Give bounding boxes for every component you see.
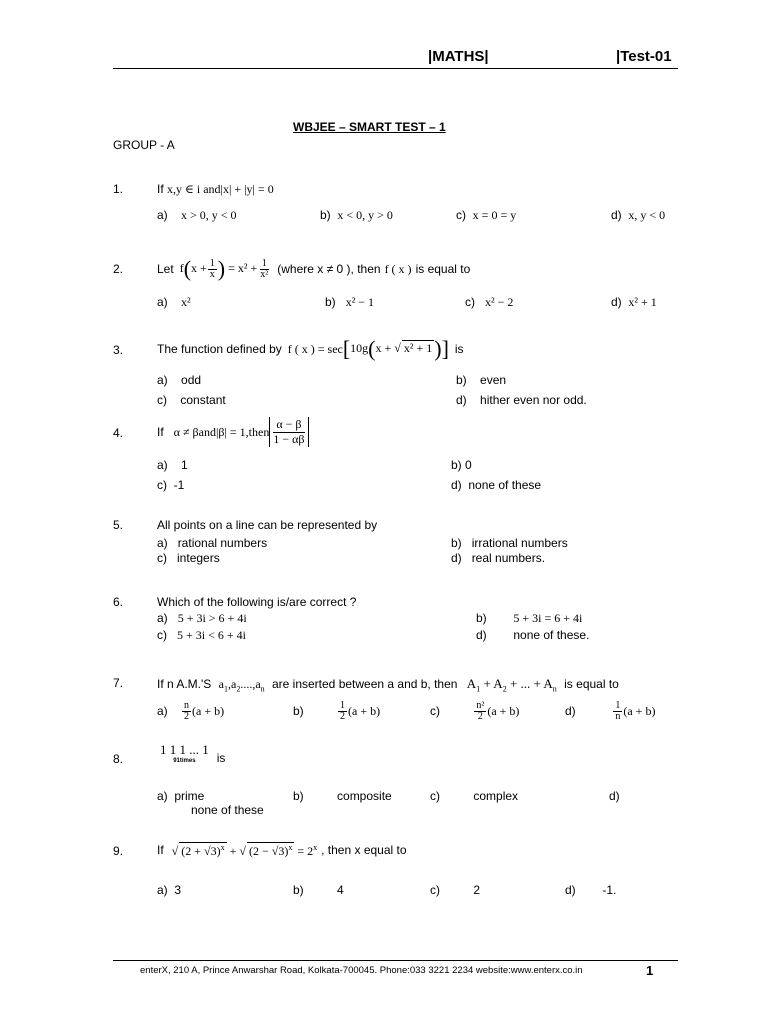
- q8-option-a-text: prime: [174, 789, 205, 803]
- q6-option-d-label: d): [476, 628, 487, 642]
- q7-stem-prefix: If n A.M.'S: [157, 677, 212, 691]
- q8-option-a: [157, 789, 204, 803]
- q1-option-b-text: x < 0, y > 0: [337, 208, 393, 222]
- q7-option-d: [565, 696, 655, 726]
- q2-frac-1-x: $\frac{1}{x}$: [209, 257, 215, 280]
- q7-option-a-text: (a + b): [192, 703, 225, 718]
- q1-option-a-text: x > 0, y < 0: [181, 208, 237, 222]
- q2-frac-1-x2: $\frac{1}{\text{x²}}$: [260, 257, 269, 280]
- q7-frac-n-2: $\frac{n}{2}$: [184, 699, 190, 722]
- q8-option-c-label: c): [430, 789, 440, 803]
- q3-stem-math: f ( x ) = sec: [287, 341, 343, 356]
- q7-option-a-label: a): [157, 704, 168, 718]
- q2-function-expression: f(x + $\frac{1}{x}$ ) = x² + $\frac{1}{\text{x²}}$: [179, 256, 269, 281]
- q4-option-b-text: 0: [465, 458, 472, 472]
- q4-option-a-label: a): [157, 458, 168, 472]
- q6-option-a: [157, 611, 247, 626]
- q5-option-a-text: rational numbers: [177, 536, 268, 550]
- q4-stem-prefix: If: [157, 425, 164, 439]
- q7-stem-mid: are inserted between a and b, then: [271, 677, 458, 691]
- q9-option-c-text: 2: [473, 883, 481, 897]
- q2-option-a-label: a): [157, 295, 168, 309]
- q6-number: 6.: [113, 595, 124, 609]
- q1-stem: [157, 182, 274, 197]
- q2-stem-math: f ( x ): [384, 261, 412, 276]
- q2-option-d-text: x² + 1: [628, 295, 657, 309]
- q3-stem: [157, 334, 464, 364]
- q1-option-c: [456, 208, 516, 223]
- q9-option-c: [430, 883, 480, 897]
- q3-option-a: [157, 373, 201, 387]
- q5-option-d-label: d): [451, 551, 462, 565]
- q3-option-c: [157, 393, 226, 407]
- q7-stem: [157, 676, 619, 694]
- q9-option-d-label: d): [565, 883, 576, 897]
- q4-option-d-label: d): [451, 478, 462, 492]
- q2-number: 2.: [113, 262, 124, 276]
- q8-option-a-label: a): [157, 789, 168, 803]
- q9-option-d-text: -1.: [602, 883, 617, 897]
- q7-option-a: [157, 696, 224, 726]
- q2-option-a-text: x²: [181, 295, 191, 309]
- q6-option-b-label: b): [476, 611, 487, 625]
- q2-option-b-label: b): [325, 295, 336, 309]
- q4-number: 4.: [113, 426, 124, 440]
- q9-stem-prefix: If: [157, 843, 164, 857]
- footer-address: enterX, 210 A, Prince Anwarshar Road, Kolkata-700045. Phone:033 3221 2234 website:www.enterx.co.in: [140, 965, 583, 976]
- q2-stem: [157, 252, 470, 286]
- q4-stem-math: α ≠ βand|β| = 1,then: [173, 424, 270, 439]
- q2-stem-suffix: is equal to: [415, 262, 471, 276]
- q6-option-c-text: 5 + 3i < 6 + 4i: [177, 628, 246, 642]
- q6-option-a-text: 5 + 3i > 6 + 4i: [177, 611, 247, 625]
- q7-option-b: [293, 696, 380, 726]
- test-header: |Test-01: [616, 48, 672, 65]
- q5-number: 5.: [113, 518, 124, 532]
- q9-equation: √ $(2 + √3)^x$ + √ $(2 - √3)^x = 2^x$: [171, 842, 318, 858]
- q8-stem-math: 1 1 1 ... 1: [160, 742, 209, 757]
- q3-option-b-label: b): [456, 373, 467, 387]
- q1-option-c-text: x = 0 = y: [472, 208, 517, 222]
- q3-stem-suffix: is: [454, 342, 464, 356]
- q4-option-c-label: c): [157, 478, 167, 492]
- q7-frac-n2-2: $\frac{\text{n²}}{2}$: [476, 699, 485, 722]
- q5-option-c: [157, 551, 220, 565]
- q9-option-b: [293, 883, 344, 897]
- q9-option-a: [157, 883, 181, 897]
- q2-option-c: [465, 295, 513, 310]
- q7-option-b-label: b): [293, 704, 304, 718]
- q3-option-d-label: d): [456, 393, 467, 407]
- q4-option-c: [157, 478, 184, 492]
- q7-stem-suffix: is equal to: [564, 677, 619, 691]
- q6-stem: Which of the following is/are correct ?: [157, 595, 357, 609]
- q6-option-d: [476, 628, 589, 642]
- q1-option-a-label: a): [157, 208, 168, 222]
- q8-option-b: [293, 789, 392, 803]
- q6-option-d-text: none of these.: [513, 628, 590, 642]
- q7-option-d-text: (a + b): [623, 703, 656, 718]
- q9-option-a-label: a): [157, 883, 168, 897]
- q4-option-a: [157, 458, 188, 472]
- q5-option-c-label: c): [157, 551, 167, 565]
- q8-option-c: [430, 789, 518, 803]
- q1-option-a: [157, 208, 237, 223]
- q4-fraction: α − β 1 − αβ: [269, 417, 308, 446]
- group-label: GROUP - A: [113, 138, 175, 152]
- q2-option-b: [325, 295, 374, 310]
- q9-stem-suffix: , then x equal to: [321, 843, 407, 857]
- q4-option-b-label: b): [451, 458, 462, 472]
- q9-option-a-text: 3: [174, 883, 182, 897]
- q5-option-a-label: a): [157, 536, 168, 550]
- q8-option-b-label: b): [293, 789, 304, 803]
- q8-number: 8.: [113, 752, 124, 766]
- q1-option-b: [320, 208, 393, 223]
- q9-option-c-label: c): [430, 883, 440, 897]
- q7-frac-1-n: $\frac{1}{n}$: [615, 699, 621, 722]
- q1-option-b-label: b): [320, 208, 331, 222]
- q3-option-c-label: c): [157, 393, 167, 407]
- q8-option-c-text: complex: [473, 789, 519, 803]
- page-title: WBJEE – SMART TEST – 1: [293, 120, 446, 134]
- q5-stem: All points on a line can be represented by: [157, 518, 378, 532]
- q3-log-expression: [10g(x + √ x² + 1)]: [342, 336, 449, 361]
- q5-option-d: [451, 551, 545, 565]
- q9-number: 9.: [113, 844, 124, 858]
- q4-option-d-text: none of these: [468, 478, 542, 492]
- q7-frac-1-2: $\frac{1}{2}$: [340, 699, 346, 722]
- q4-option-d: [451, 478, 541, 492]
- q8-stem-under: 91times: [173, 758, 196, 764]
- q3-number: 3.: [113, 343, 124, 357]
- q5-option-a: [157, 536, 267, 550]
- q1-option-d: [611, 208, 665, 223]
- q8-stem-suffix: is: [216, 751, 226, 765]
- q1-option-d-label: d): [611, 208, 622, 222]
- q9-stem: [157, 836, 407, 864]
- header-rule: [113, 68, 678, 69]
- q9-option-d: [565, 883, 616, 897]
- q8-option-d-text: none of these: [191, 803, 264, 817]
- q5-option-c-text: integers: [177, 551, 220, 565]
- q9-option-b-label: b): [293, 883, 304, 897]
- q2-option-c-text: x² − 2: [485, 295, 514, 309]
- q7-sequence: $a_1,a_2....,a_n$: [218, 677, 265, 694]
- q5-option-b-text: irrational numbers: [471, 536, 568, 550]
- q7-option-c-text: (a + b): [487, 703, 520, 718]
- q1-number: 1.: [113, 182, 124, 196]
- q6-option-b: [476, 611, 582, 626]
- q8-repunit: [160, 743, 209, 764]
- q3-option-c-text: constant: [180, 393, 226, 407]
- subject-header: |MATHS|: [428, 48, 489, 65]
- q5-option-d-text: real numbers.: [471, 551, 546, 565]
- q2-option-c-label: c): [465, 295, 475, 309]
- q7-option-c: [430, 696, 519, 726]
- q2-option-a: [157, 295, 191, 310]
- q3-option-a-text: odd: [181, 373, 202, 387]
- q3-option-d: [456, 393, 587, 407]
- page-number: 1: [646, 963, 654, 978]
- q6-option-b-text: 5 + 3i = 6 + 4i: [513, 611, 583, 625]
- q3-option-b: [456, 373, 506, 387]
- q2-option-d-label: d): [611, 295, 622, 309]
- q3-option-a-label: a): [157, 373, 168, 387]
- q1-stem-math: x,y ∈ i and|x| + |y| = 0: [167, 182, 274, 196]
- q1-stem-prefix: If: [157, 182, 164, 196]
- q6-option-c: [157, 628, 246, 643]
- q6-option-c-label: c): [157, 628, 167, 642]
- q5-option-b-label: b): [451, 536, 462, 550]
- q7-option-c-label: c): [430, 704, 440, 718]
- q3-option-d-text: hither even nor odd.: [480, 393, 587, 407]
- q2-stem-mid: (where x ≠ 0 ), then: [277, 262, 381, 276]
- q4-option-a-text: 1: [181, 458, 188, 472]
- q1-option-c-label: c): [456, 208, 466, 222]
- q8-stem: [160, 743, 225, 765]
- q1-option-d-text: x, y < 0: [628, 208, 666, 222]
- q4-stem: [157, 414, 309, 450]
- q6-option-a-label: a): [157, 611, 168, 625]
- q7-option-b-text: (a + b): [348, 703, 381, 718]
- q3-option-b-text: even: [480, 373, 507, 387]
- q7-sum: $A_1 + A_2$ + ... + $A_n$: [466, 676, 557, 694]
- q8-option-d-label: d): [609, 789, 620, 803]
- q2-option-b-text: x² − 1: [345, 295, 375, 309]
- q4-option-b: [451, 458, 472, 472]
- q7-option-d-label: d): [565, 704, 576, 718]
- q4-option-c-text: -1: [173, 478, 185, 492]
- q2-option-d: [611, 295, 657, 310]
- q9-option-b-text: 4: [337, 883, 344, 897]
- q7-number: 7.: [113, 676, 124, 690]
- footer-rule: [113, 960, 678, 961]
- q3-stem-prefix: The function defined by: [157, 342, 282, 356]
- q8-option-b-text: composite: [337, 789, 392, 803]
- q5-option-b: [451, 536, 568, 550]
- q2-stem-prefix: Let: [157, 262, 174, 276]
